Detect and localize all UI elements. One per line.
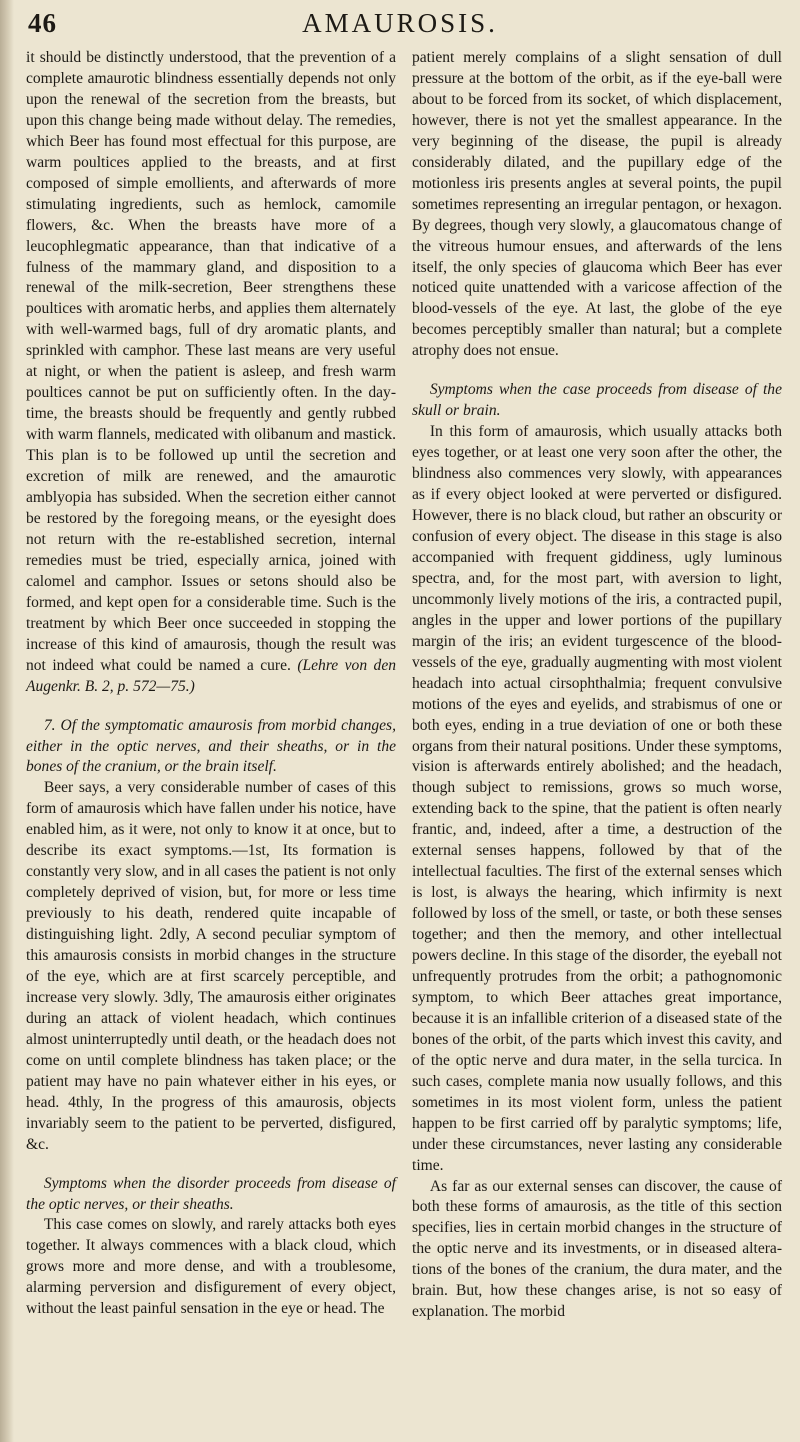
paragraph (26, 48, 396, 698)
subsection-heading: Symptoms when the case proceeds from disease of the skull or brain. (412, 381, 782, 420)
paragraph: As far as our external senses can discover, the cause of both these forms of amaurosis, as the title of this section specifies, lies in certain morbid changes in the structure of the optic nerve and its investments, or in diseased alterations of the bones of the cranium, the dura mater, and the brain. But, how these changes arise, is not so easy of explanation. The morbid (412, 1177, 782, 1321)
paragraph: Beer says, a very considerable number of cases of this form of amaurosis which have fallen under his notice, have enabled him, as it were, not only to know it at once, but to describe its exact symptoms.—1st, Its formation is constantly very slow, and in all cases the patient is not only completely deprived of vision, but, for more or less time previously to his death, rendered quite incapable of distinguishing light. 2dly, A second peculiar symptom of this amaurosis consists in morbid changes in the structure of the eye, which are at first scarcely perceptible, and increase very slowly. 3dly, The amaurosis either originates during an attack of violent headach, which continues almost uninterruptedly until death, or the headach does not come on until complete blindness has taken place; or the patient may have no pain whatever either in his eyes, or head. 4thly, In the progress of this amaurosis, objects invariably seem to the patient to be perverted, disfigured, &c. (26, 779, 396, 1153)
right-column (412, 48, 782, 1323)
subsection-heading: Symptoms when the disorder proceeds from disease of the optic nerves, or their sheaths. (26, 1174, 396, 1213)
section-heading: 7. Of the symptomatic amaurosis from morbid changes, either in the optic nerves, and their sheaths, or in the bones of the cranium, or the brain itself. (26, 716, 396, 776)
paragraph-text: it should be distinctly understood, that the prevention of a complete amaurotic blindness essentially depends not only upon the renewal of the secretion from the breasts, but upon this change being made without delay. The remedies, which Beer has found most effectual for this purpose, are warm poultices applied to the breasts, and at first composed of simple emollients, and afterwards of more stimulating ingredients, such as hemlock, camomile flowers, &c. When the breasts have more of a leucophlegmatic appearance, than that indicative of a fulness of the mammary gland, and disposition to a renewal of the milk-secretion, Beer strengthens these poultices with aromatic herbs, and applies them alternately with well-warmed bags, full of dry aromatic plants, and sprinkled with camphor. These last means are very useful at night, or when the patient is asleep, and fresh warm poultices cannot be put on sufficiently often. In the day-time, the breasts should be frequently and gently rubbed with warm flannels, medicated with olibanum and mastick. This plan is to be followed up until the secretion and excretion of milk are renewed, and the amaurotic amblyopia has subsided. When the secretion either cannot be restored by the foregoing means, or the eyesight does not return with the re-established secretion, internal remedies must be tried, especially arnica, joined with calomel and camphor. Issues or setons should also be formed, and kept open for a considerable time. Such is the treatment by which Beer once succeeded in stopping the increase of this kind of amaurosis, though the result was not indeed what could be named a cure. (26, 49, 396, 674)
running-title: AMAUROSIS. (302, 8, 498, 38)
page-binding-shadow (0, 0, 14, 1442)
paragraph: In this form of amaurosis, which usually attacks both eyes together, or at least one very soon after the other, the blindness also commences very slowly, with appearances as if every object looked at were perverted or disfigured. However, there is no black cloud, but rather an obscurity or confusion of every object. The disease in this stage is also accompanied with frequent giddiness, ugly luminous spectra, and, for the most part, with aversion to light, uncommonly lively motions of the iris, a contracted pupil, angles in the upper and lower portions of the pupillary margin of the iris; an evident turgescence of the blood-vessels of the eye, gradually augmenting with most violent headach into actual cirsophthalmia; frequent convulsive motions of the eyes and eyelids, and strabismus of one or both eyes, ending in a true deviation of one or both these organs from their natural positions. Under these symptoms, vision is afterwards entirely abolished; and the headach, though subject to remissions, grows so much worse, extending back to the spine, that the patient is often nearly frantic, and, indeed, after a time, a destruction of the external senses happens, followed by that of the intellectual faculties. The first of the external senses which is lost, is always the hearing, which infirmity is next followed by loss of the smell, or taste, or both these senses together; and then the memory, and other intellectual powers decline. In this stage of the disorder, the eyeball not unfrequently protrudes from the orbit; a pathognomonic symptom, to which Beer attaches great importance, because it is an infallible criterion of a diseased state of the bones of the orbit, of the parts which invest this cavity, and of the optic nerve and dura mater, in the sella turcica. In such cases, complete mania now usually follows, and this sometimes in its most violent form, unless the patient happen to be first carried off by paralytic symptoms; life, under these circumstances, never lasting any considerable time. (412, 423, 782, 1174)
left-column (26, 48, 396, 1320)
paragraph: This case comes on slowly, and rarely attacks both eyes together. It always commences with a black cloud, which grows more and more dense, and with a troublesome, alarming perversion and disfigurement of every object, without the least painful sensation in the eye or head. The (26, 1216, 396, 1318)
paragraph: patient merely complains of a slight sensation of dull pressure at the bottom of the orbit, as if the eye-ball were about to be forced from its socket, of which displacement, however, there is not yet the smallest appearance. In the very beginning of the disease, the pupil is already considerably dilated, and the pupillary edge of the motionless iris presents angles at several points, the pupil sometimes representing an irregular pentagon, or hexagon. By degrees, though very slowly, a glaucomatous change of the vitreous humour ensues, and afterwards of the lens itself, the only species of glaucoma which Beer has ever noticed quite unattended with a varicose affection of the blood-vessels of the eye. At last, the globe of the eye becomes perceptibly smaller than natural; but a complete atrophy does not ensue. (412, 49, 782, 360)
citation: (Lehre von den Augenkr. B. 2, p. 572—75.) (26, 656, 396, 695)
page-number: 46 (28, 8, 57, 38)
page-header (0, 6, 800, 46)
